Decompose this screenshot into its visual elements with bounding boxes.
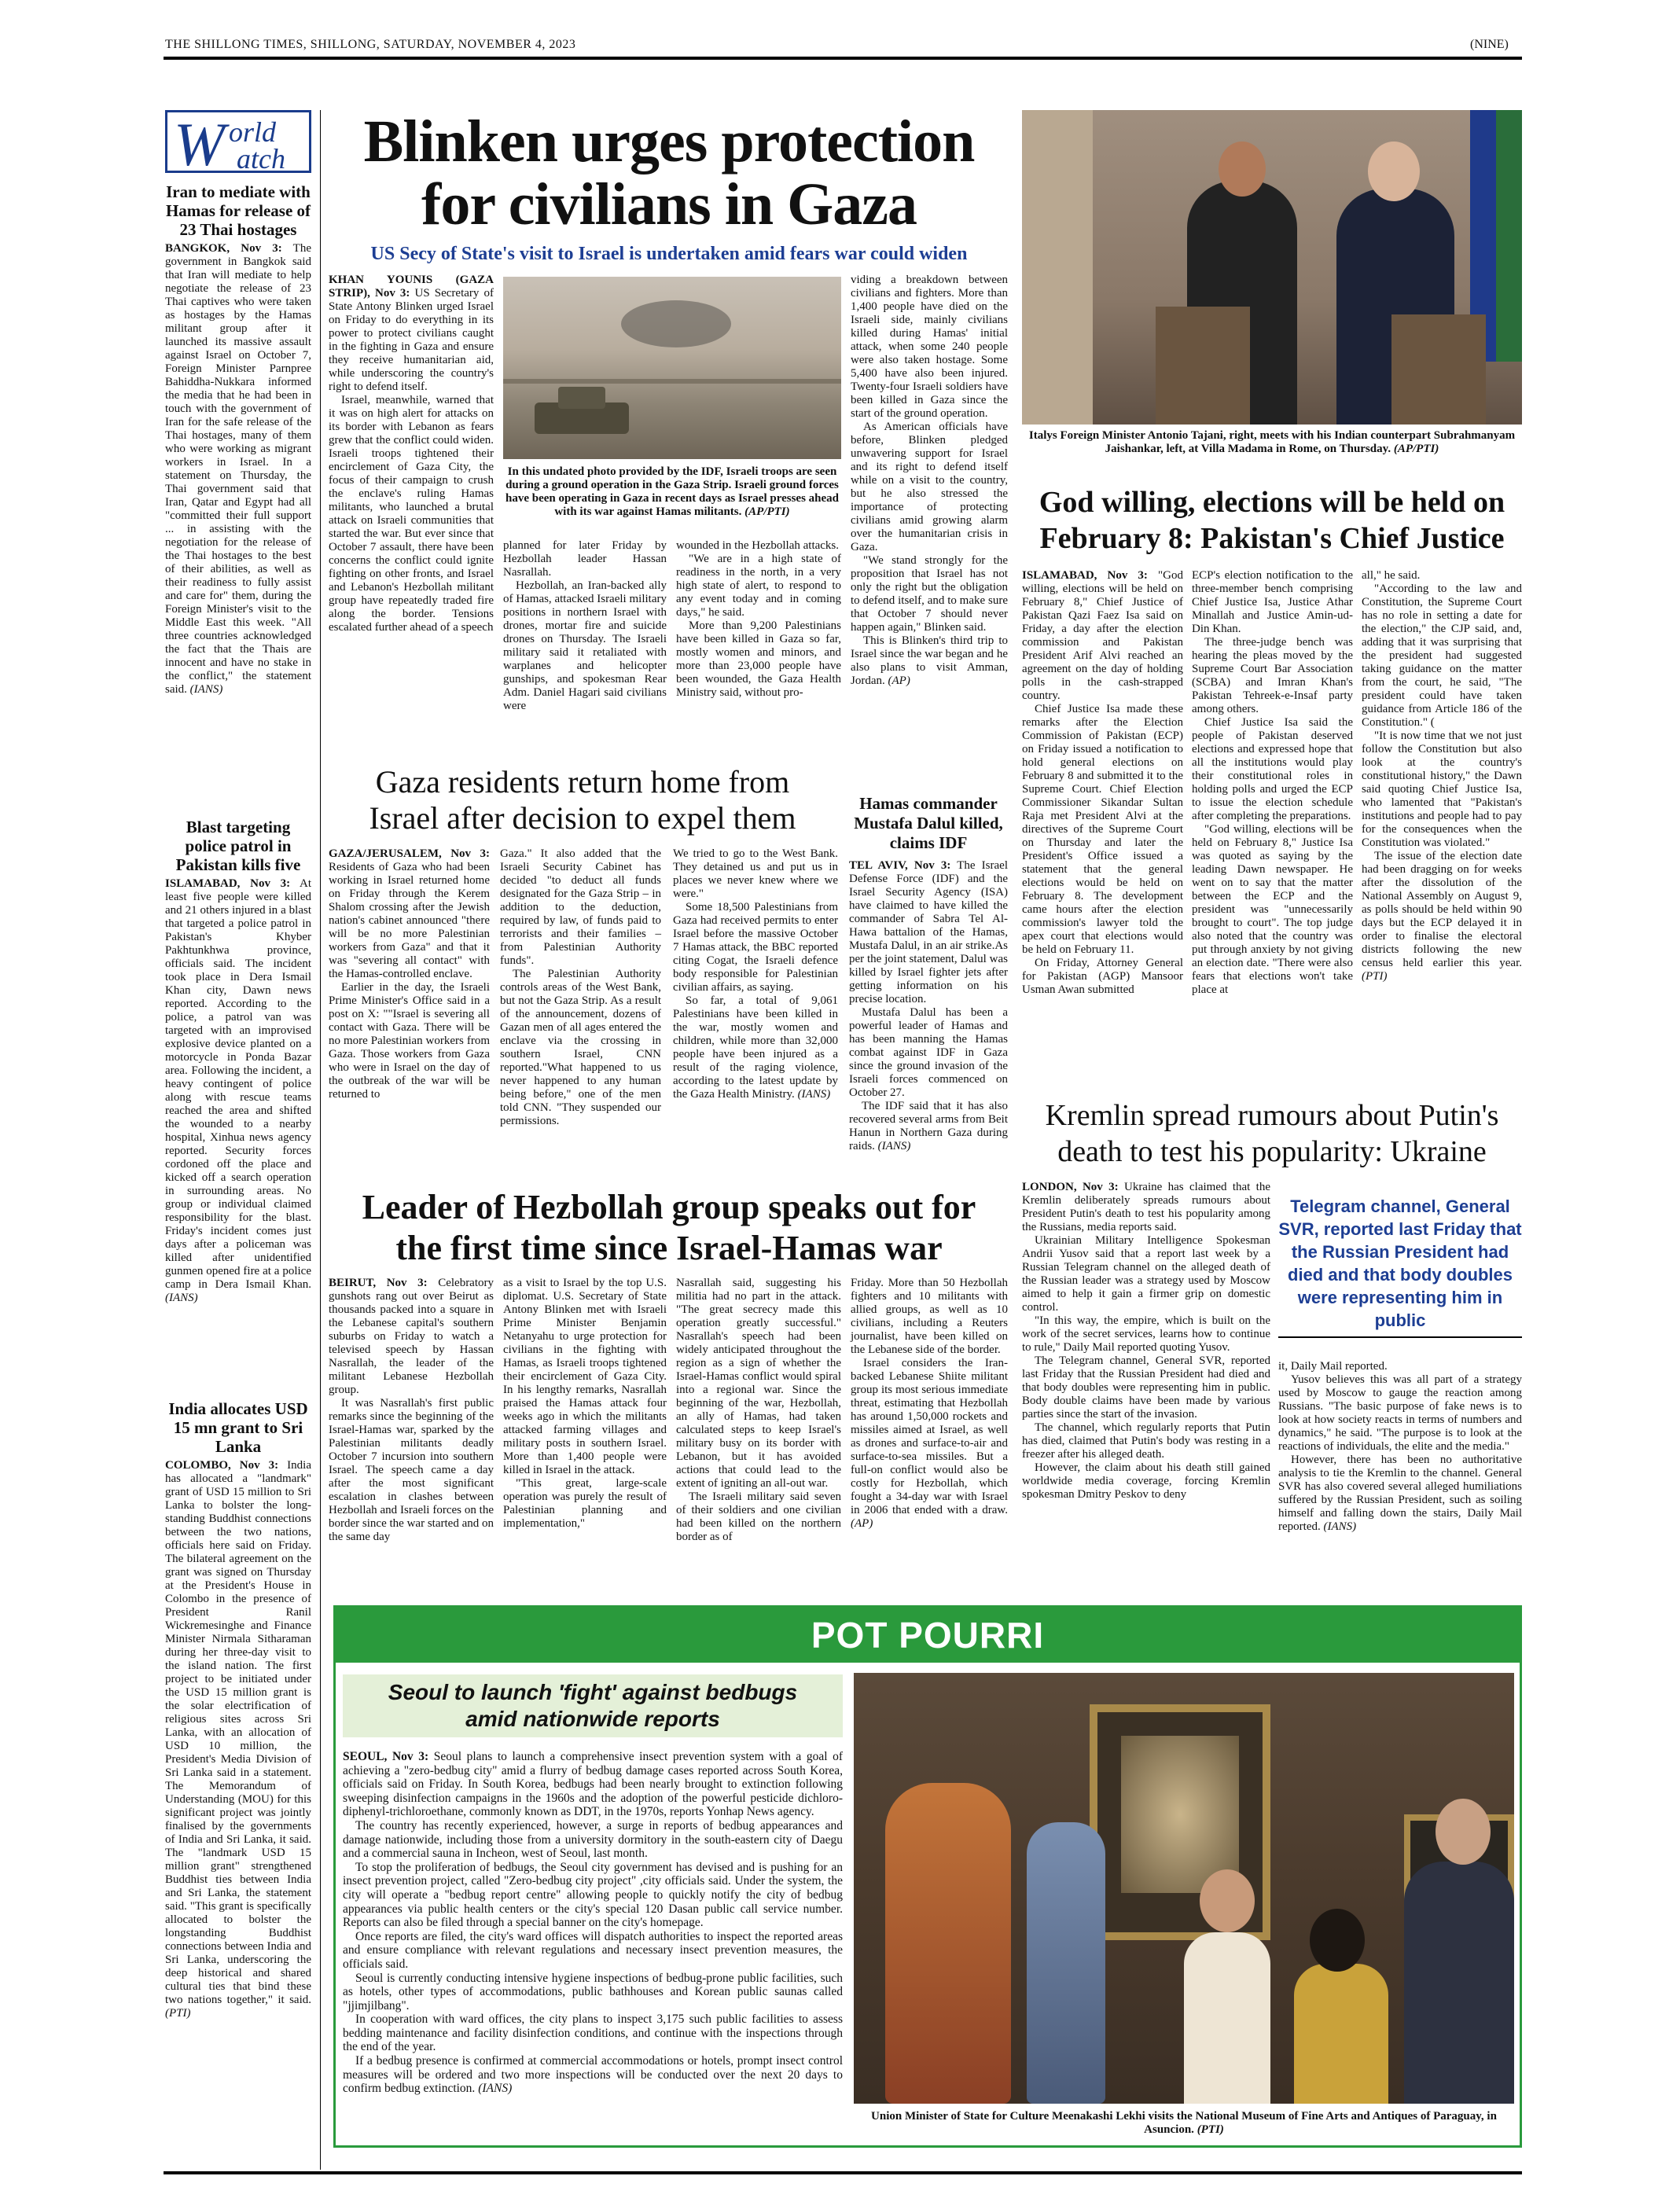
lekhi-museum-credit: (PTI)	[1197, 2123, 1224, 2136]
blinken-col4-p1: viding a breakdown between civilians and fighters. More than 1,400 people have died on the Israeli side, mainly civilians killed during Hamas' initial attack, when some 240 people were also taken hostage. Some 5,400 have also been injured. Twenty-four Israeli soldiers have been killed in Gaza since the start of the ground operation.	[851, 274, 1008, 420]
gaza-return-col1	[329, 847, 490, 1101]
ww-iran-dateline: BANGKOK, Nov 3:	[165, 242, 282, 255]
jaishankar-tajani-photo	[1022, 110, 1522, 425]
world-watch-logo-orld: orld	[229, 116, 277, 148]
pakistan-col2-p4: "God willing, elections will be held on February 8," Justice Isa was quoted as saying by the leading Dawn newspaper. He went on to say that the matter between the ECP and the president was "unnecessarily brought to court". The top judge also noted that the country was put through anxiety by not giving an election date. "There were also fears that elections won't take place at	[1192, 823, 1353, 996]
potpourri-banner-text: POT POURRI	[811, 1615, 1045, 1656]
pakistan-col2	[1192, 569, 1353, 997]
hamas-cmdr-story	[849, 794, 1008, 1153]
hamas-cmdr-dateline: TEL AVIV, Nov 3:	[849, 859, 951, 872]
hezbollah-col2	[503, 1277, 667, 1531]
kremlin-c2-p2: Yusov believes this was all part of a strategy used by Moscow to gauge the reaction among Russians. "The basic purpose of fake news is to look at how society reacts in terms of numbers and dynamics," he said. "The purpose is to look at the reactions of individuals, the elite and the media."	[1278, 1373, 1522, 1453]
blinken-subhead: US Secy of State's visit to Israel is undertaken amid fears war could widen	[370, 244, 968, 264]
world-watch-logo	[165, 110, 311, 178]
hezbollah-col4-p2: Israel considers the Iran-backed Lebanese Shiite militant group its most serious immediate threat, estimating that Hezbollah has around 1,50,000 rockets and missiles aimed at Israel, as well as drones and surface-to-air and surface-to-sea missiles. But a full-on conflict would also be costly for Hezbollah, which fought a 34-day war with Israel in 2006 that ended with a draw.	[851, 1357, 1008, 1516]
hezbollah-dateline: BEIRUT, Nov 3:	[329, 1277, 428, 1289]
potpourri-banner	[336, 1608, 1520, 1663]
pakistan-col1-p3: On Friday, Attorney General for Pakistan (AGP) Mansoor Usman Awan submitted	[1022, 957, 1183, 996]
hezbollah-credit: (AP)	[851, 1517, 873, 1530]
ww-iran-body: The government in Bangkok said that Iran will mediate to help negotiate the release of 23 Thai captives who were taken as hostages by the Hamas militant group after it launched its massive assault against Israel on October 7, Foreign Minister Parnpree Bahiddha-Nukkara informed the media that he had been in touch with the government of Iran for the safe release of the Thai hostages, many of them who were working as migrant workers in Israel. In a statement on Thursday, the Thai government said that Iran, Qatar and Egypt had all "committed their full support ... in assisting with the negotiation for the release of the Thai hostages to the best of their abilities, as well as their readiness to fully assist and care for" them, during the Foreign Minister's visit to the Middle East this week. "All three countries acknowledged the fact that the Thais are innocent and have no stake in the conflict," the statement said.	[165, 242, 311, 696]
ww-iran-credit: (IANS)	[189, 683, 223, 696]
kremlin-c2-p3: However, there has been no authoritative analysis to tie the Kremlin to the channel. General SVR has also covered several alleged humiliations suffered by the Russian President, such as soiling himself and falling down the stairs, Daily Mail reported.	[1278, 1454, 1522, 1533]
kremlin-col1	[1022, 1181, 1270, 1501]
bedbug-p6: In cooperation with ward offices, the city plans to inspect 3,175 such public facilities to assess bedding maintenance and facility disinfection conditions, and continue with the inspections through the end of the year.	[343, 2012, 843, 2054]
hezbollah-col2-p2: "This great, large-scale operation was purely the result of Palestinian planning and implementation,"	[503, 1477, 667, 1530]
ww-srilanka-dateline: COLOMBO, Nov 3:	[165, 1459, 279, 1472]
kremlin-dateline: LONDON, Nov 3:	[1022, 1181, 1119, 1193]
bedbug-body	[343, 1750, 843, 2096]
hamas-cmdr-head: Hamas commander Mustafa Dalul killed, claims IDF	[854, 794, 1003, 852]
bedbug-p5: Seoul is currently conducting intensive hygiene inspections of bedbug-prone public facilities, such as hotels, other types of accommodations, public bathhouses and Korean public saunas called "jjimjilbang".	[343, 1971, 843, 2012]
bedbug-p2: The country has recently experienced, however, a surge in reports of bedbug appearances and damage nationwide, including those from a university dormitory in the south-eastern city of Daegu and a commercial sauna in Incheon, west of Seoul, last month.	[343, 1818, 843, 1861]
blinken-col3-p1: wounded in the Hezbollah attacks.	[676, 539, 840, 552]
blinken-col4-p2: As American officials have before, Blinken pledged unwavering support for Israel and its right to defend itself while on a visit to the country, but he also stressed the importance of protecting civilians amid growing alarm over the humanitarian crisis in Gaza.	[851, 421, 1008, 553]
ww-srilanka-credit: (PTI)	[165, 2007, 191, 2020]
blinken-col3	[676, 539, 841, 700]
blinken-headline-line2: for civilians in Gaza	[421, 171, 917, 237]
bedbug-dateline: SEOUL, Nov 3:	[343, 1750, 429, 1763]
jaishankar-tajani-caption-text: Italys Foreign Minister Antonio Tajani, right, meets with his Indian counterpart Subrahmanyam Jaishankar, left, at Villa Madama in Rome, on Thursday.	[1028, 429, 1516, 455]
kremlin-credit: (IANS)	[1323, 1520, 1357, 1533]
hezbollah-col3-p1: Nasrallah said, suggesting his militia had no part in the attack. "The great secrecy made this operation greatly successful." Nasrallah's speech had been widely anticipated throughout the region as a sign of whether the Israel-Hamas conflict would spiral into a regional war. Since the beginning of the war, Hezbollah, an ally of Hamas, had taken calculated steps to keep Israel's military busy on its border with Lebanon, but it has avoided actions that could lead to the extent of igniting an all-out war.	[676, 1277, 841, 1490]
blinken-col3-p3: More than 9,200 Palestinians have been killed in Gaza so far, mostly women and minors, and more than 23,000 people have been wounded, the Gaza Health Ministry said, without pro-	[676, 619, 841, 699]
kremlin-headline-2: death to test his popularity: Ukraine	[1057, 1135, 1487, 1168]
gaza-return-col2	[500, 847, 661, 1128]
bedbug-p3: To stop the proliferation of bedbugs, the Seoul city government has devised and is pushing for an insect prevention project, called "Zero-bedbug city project" ,city officials said. Under the system, the city will operate a "bedbug report centre" allowing people to quickly notify the city of bedbug appearances via public health centers or the city's special 120 Dasan public call service number. Reports can also be filed through a special banner on the city's homepage.	[343, 1860, 843, 1930]
blinken-col3-p2: "We are in a high state of readiness in the north, in a very high state of alert, to respond to any event today and in coming days," he said.	[676, 553, 841, 619]
bedbug-p4: Once reports are filed, the city's ward offices will dispatch authorities to inspect the reported areas and ensure compliance with relevant regulations and necessary insect prevention measures, the officials said.	[343, 1929, 843, 1971]
pakistan-col3-p1: all," he said.	[1362, 569, 1421, 582]
gaza-tank-caption-credit: (AP/PTI)	[744, 505, 790, 518]
gaza-tank-photo	[503, 277, 841, 459]
ww-story-pakistan-blast	[165, 818, 311, 1305]
kremlin-p1: Ukraine has claimed that the Kremlin deliberately spreads rumours about President Putin's death to test his popularity among the Russians, media reports said.	[1022, 1181, 1270, 1233]
pakistan-col1-p2: Chief Justice Isa made these remarks after the Election Commission of Pakistan (ECP) on Friday issued a notification to hold general elections on February 8 and submitted it to the Supreme Court. Chief Election Commissioner Sikandar Sultan Raja met President Alvi at the directives of the Supreme Court on Thursday and later the President's Office issued a statement that the general elections would be held on February 8. The development came hours after the election commission's lawyer told the apex court that elections would be held on February 11.	[1022, 703, 1183, 956]
kremlin-p5: The channel, which regularly reports that Putin has died, claimed that Putin's body was resting in a freezer after his alleged death.	[1022, 1421, 1270, 1461]
jaishankar-tajani-caption	[1022, 429, 1522, 456]
pakistan-col1-p1: "God willing, elections will be held on February 8," Chief Justice of Pakistan Qazi Faez Isa said on Friday, a day after the election commission and Pakistan President Arif Alvi reached an agreement on the day of holding polls in the cash-strapped country.	[1022, 569, 1183, 702]
blinken-col4	[851, 274, 1008, 688]
pakistan-col3-p4: The issue of the election date had been dragging on for weeks after the dissolution of the National Assembly on August 9, as polls should be held within 90 days but the ECP delayed it in order to finalise the electoral districts following the new census held earlier this year.	[1362, 850, 1522, 969]
blinken-col1	[329, 274, 494, 634]
pakistan-dateline: ISLAMABAD, Nov 3:	[1022, 569, 1148, 582]
pakistan-headline	[1022, 484, 1522, 557]
hamas-cmdr-p3: The IDF said that it has also recovered several arms from Beit Hanun in Northern Gaza during raids.	[849, 1100, 1008, 1152]
pakistan-col3-p2: "According to the law and Constitution, the Supreme Court has no role in setting a date for the election," the CJP said, and, adding that it was surprising that the president had suggested taking guidance on the matter from the court, he said, "The president could have taken guidance from Article 186 of the Constitution." (	[1362, 583, 1522, 729]
hezbollah-col1-p1: Celebratory gunshots rang out over Beirut as thousands packed into a square in the Lebanese capital's southern suburbs on Friday to watch a televised speech by Hassan Nasrallah, the leader of the militant Lebanese Hezbollah group.	[329, 1277, 494, 1396]
gaza-return-col3-p3: So far, a total of 9,061 Palestinians have been killed in the war, mostly women and children, while more than 32,000 people have been injured as a result of the raging violence, according to the latest update by the Gaza Health Ministry.	[673, 994, 838, 1101]
pakistan-headline-2: February 8: Pakistan's Chief Justice	[1039, 522, 1505, 555]
ww-srilanka-head: India allocates USD 15 mn grant to Sri Lanka	[168, 1399, 308, 1456]
pakistan-headline-1: God willing, elections will be held on	[1039, 486, 1505, 519]
hezbollah-col2-p1: as a visit to Israel by the top U.S. diplomat. U.S. Secretary of State Antony Blinken met with Israeli Prime Minister Benjamin Netanyahu to urge protection for civilians in the fighting with Hamas, as Israeli troops tightened their encirclement of Gaza City. In his lengthy remarks, Nasrallah praised the Hamas attack four weeks ago in which the militants attacked farming villages and military posts in southern Israel. More than 1,400 people were killed in Israel in the attack.	[503, 1277, 667, 1476]
ww-srilanka-body: India has allocated a "landmark" grant of USD 15 million to Sri Lanka to bolster the long-standing Buddhist connections between the two nations, officials here said on Friday. The bilateral agreement on the grant was signed on Thursday at the President's House in Colombo in the presence of President Ranil Wickremesinghe and Finance Minister Nirmala Sitharaman during her three-day visit to the island nation. The first project to be initiated under the USD 15 million grant is the solar electrification of religious sites across Sri Lanka, with an allocation of USD 10 million, the President's Media Division of Sri Lanka said in a statement. The Memorandum of Understanding (MOU) for this significant project was jointly finalised by the governments of India and Sri Lanka, it said. The "landmark USD 15 million grant" strengthened Buddhist ties between India and Sri Lanka, the statement said. "This grant is specifically allocated to bolster the longstanding Buddhist connections between India and Sri Lanka, underscoring the deep historical and shared cultural ties that bind these two nations together," it said.	[165, 1459, 311, 2006]
blinken-col2-p1: planned for later Friday by Hezbollah leader Hassan Nasrallah.	[503, 539, 667, 579]
hezbollah-col3-p2: The Israeli military said seven of their soldiers and one civilian had been killed on the northern border as of	[676, 1490, 841, 1543]
ww-blast-dateline: ISLAMABAD, Nov 3:	[165, 877, 291, 890]
gaza-return-col3-p2: Some 18,500 Palestinians from Gaza had received permits to enter Israel before the massive October 7 Hamas attack, the BBC reported citing Cogat, the Israeli defence body responsible for Palestinian civilian affairs, as saying.	[673, 901, 838, 994]
hezbollah-col3	[676, 1277, 841, 1544]
bedbug-p7: If a bedbug presence is confirmed at commercial accommodations or hotels, prompt insect control measures will be ordered and two more inspections will be conducted over the next 20 days to confirm bedbug extinction.	[343, 2054, 843, 2096]
gaza-return-col1-p2: Earlier in the day, the Israeli Prime Minister's Office said in a post on X: ""Israel is severing all contact with Gaza. There will be no more Palestinian workers from Gaza. Those workers from Gaza who were in Israel on the day of the outbreak of the war will be returned to	[329, 981, 490, 1101]
blinken-headline	[327, 110, 1011, 236]
lekhi-museum-caption-text: Union Minister of State for Culture Meenakashi Lekhi visits the National Museum of Fine Arts and Antiques of Paraguay, in Asuncion.	[871, 2110, 1497, 2136]
hezbollah-headline	[327, 1187, 1011, 1269]
lekhi-museum-caption	[854, 2110, 1514, 2137]
masthead-right: (NINE)	[1470, 38, 1509, 51]
blinken-col2-p2: Hezbollah, an Iran-backed ally of Hamas, attacked Israeli military positions in northern Israel with drones, mortar fire and suicide drones on Thursday. The Israeli military said it retaliated with warplanes and helicopter gunships, and spokesman Rear Adm. Daniel Hagari said civilians were	[503, 579, 667, 712]
hezbollah-headline-2: the first time since Israel-Hamas war	[395, 1229, 943, 1267]
gaza-return-col2-p2: The Palestinian Authority controls areas of the West Bank, but not the Gaza Strip. As a result of the announcement, dozens of Gazan men of all ages entered the enclave via the crossing in southern Israel, CNN reported."What happened to us never happened to any human being before," one of the men told CNN. "They suspended our permissions.	[500, 968, 661, 1127]
footer-rule	[164, 2171, 1522, 2174]
ww-story-srilanka	[165, 1399, 311, 2020]
hezbollah-col1	[329, 1277, 494, 1544]
bedbug-headline-2: amid nationwide reports	[465, 1707, 720, 1731]
gaza-return-headline-2: Israel after decision to expel them	[369, 800, 796, 836]
ww-blast-credit: (IANS)	[165, 1292, 198, 1304]
pakistan-col1	[1022, 569, 1183, 997]
world-watch-logo-atch: atch	[237, 143, 285, 175]
kremlin-p4: The Telegram channel, General SVR, reported last Friday that the Russian President had died and that body doubles were representing him in public. Body double claims have been made by various parties since the start of the invasion.	[1022, 1354, 1270, 1421]
hamas-cmdr-credit: (IANS)	[877, 1140, 911, 1152]
pakistan-credit: (PTI)	[1362, 970, 1388, 983]
kremlin-c2-p1: it, Daily Mail reported.	[1278, 1360, 1388, 1373]
kremlin-pullquote: Telegram channel, General SVR, reported last Friday that the Russian President had died and that body doubles were representing him in public	[1278, 1190, 1522, 1338]
hamas-cmdr-p1: The Israel Defense Force (IDF) and the Israel Security Agency (ISA) have claimed to have killed the commander of Sabra Tel Al-Hawa battalion of the Hamas, Mustafa Dalul, in an air strike.As per the joint statement, Dalul was killed by Israel fighter jets after getting information on his precise location.	[849, 859, 1008, 1005]
kremlin-p6: However, the claim about his death still gained worldwide media coverage, forcing Kremlin spokesman Dmitry Peskov to deny	[1022, 1461, 1270, 1501]
pakistan-col3	[1362, 569, 1522, 983]
lekhi-museum-photo	[854, 1673, 1514, 2104]
kremlin-p2: Ukrainian Military Intelligence Spokesman Andrii Yusov said that a report last week by a Russian Telegram channel on the alleged death of the Russian leader was a strategy used by Moscow aimed to help it gain a firmer grip on domestic control.	[1022, 1234, 1270, 1314]
blinken-col2	[503, 539, 667, 713]
kremlin-headline	[1022, 1097, 1522, 1170]
jaishankar-tajani-credit: (AP/PTI)	[1393, 443, 1439, 455]
gaza-return-dateline: GAZA/JERUSALEM, Nov 3:	[329, 847, 490, 860]
hamas-cmdr-p2: Mustafa Dalul has been a powerful leader of Hamas and has been manning the Hamas combat against IDF in Gaza since the ground invasion of the Israeli forces commenced on October 27.	[849, 1006, 1008, 1099]
gaza-return-headline	[327, 764, 838, 836]
bedbug-headline-1: Seoul to launch 'fight' against bedbugs	[388, 1680, 798, 1704]
hezbollah-col4-p1: Friday. More than 50 Hezbollah fighters and 10 militants with allied groups, as well as 10 civilians, including a Reuters journalist, have been killed on the Lebanese side of the border.	[851, 1277, 1008, 1356]
bedbug-p1: Seoul plans to launch a comprehensive insect prevention system with a goal of achieving a "zero-bedbug city" amid a flurry of bedbug damage cases reported across South Korea, officials said on Friday. In South Korea, bedbugs had been nearly brought to extinction following sweeping disinfection campaigns in the 1960s and the adoption of the powerful pesticide dichloro-diphenyl-trichloroethane, commonly known as DDT, in the 1970s, reports Yonhap News agency.	[343, 1750, 843, 1819]
blinken-credit: (AP)	[888, 674, 910, 687]
ww-iran-head: Iran to mediate with Hamas for release of 23 Thai hostages	[165, 182, 311, 239]
gaza-return-credit: (IANS)	[797, 1088, 831, 1101]
gaza-return-col3-p1: We tried to go to the West Bank. They detained us and put us in places we never knew where we were."	[673, 847, 838, 900]
hezbollah-col4	[851, 1277, 1008, 1531]
bedbug-headline	[343, 1674, 843, 1737]
blinken-col1-p1: US Secretary of State Antony Blinken urged Israel on Friday to do everything in its power to protect civilians caught in the fighting in Gaza and ensure they receive humanitarian aid, while underscoring the country's right to defend itself.	[329, 287, 494, 393]
gaza-return-col3	[673, 847, 838, 1101]
gaza-tank-caption	[503, 465, 841, 519]
masthead-rule	[164, 57, 1522, 60]
pakistan-col2-p3: Chief Justice Isa said the people of Pakistan deserved elections and expressed hope that all the institutions would play their constitutional roles in holding polls and urged the ECP to issue the election schedule after completing the preparations.	[1192, 716, 1353, 822]
bedbug-credit: (IANS)	[478, 2082, 513, 2096]
blinken-col1-p2: Israel, meanwhile, warned that it was on high alert for attacks on its border with Lebanon as fears grew that the conflict could widen. Israeli troops tightened their encirclement of Gaza City, the focus of their campaign to crush the enclave's ruling Hamas militants, who launched a brutal attack on Israeli communities that started the war. But ever since that October 7 assault, there have been concerns the conflict could ignite fighting on other fronts, and Israel and Lebanon's Hezbollah militant group have repeatedly traded fire along the border. Tensions escalated further ahead of a speech	[329, 394, 494, 634]
blinken-col4-p4: This is Blinken's third trip to Israel since the war began and he also plans to visit Amman, Jordan.	[851, 634, 1008, 687]
kremlin-headline-1: Kremlin spread rumours about Putin's	[1045, 1099, 1499, 1132]
blinken-col4-p3: "We stand strongly for the proposition that Israel has not only the right but the obligation to defend itself, and to make sure that October 7 should never happen again," Blinken said.	[851, 554, 1008, 634]
pakistan-col3-p3: "It is now time that we not just follow the Constitution but also look at the country's constitutional history," the Dawn said quoting Chief Justice Isa, who lamented that "Pakistan's institutions and people had to pay for the consequences when the Constitution was violated."	[1362, 730, 1522, 849]
ww-story-iran	[165, 182, 311, 697]
blinken-headline-line1: Blinken urges protection	[363, 108, 975, 175]
kremlin-p3: "In this way, the empire, which is built on the work of the secret services, learns how to continue to rule," Daily Mail reported quoting Yusov.	[1022, 1314, 1270, 1354]
kremlin-col2	[1278, 1360, 1522, 1534]
hezbollah-headline-1: Leader of Hezbollah group speaks out for	[362, 1188, 976, 1226]
gaza-return-headline-1: Gaza residents return home from	[375, 764, 790, 799]
ww-blast-body: At least five people were killed and 21 others injured in a blast that targeted a police patrol in Pakistan's Khyber Pakhtunkhwa province, officials said. The incident took place in Dera Ismail Khan city, Dawn news reported. According to the police, a patrol van was targeted with an improvised explosive device planted on a motorcycle in Ponda Bazar area. Following the incident, a heavy contingent of police along with rescue teams reached the area and shifted the wounded to a nearby hospital, Xinhua news agency reported. Security forces cordoned off the place and kicked off a search operation in surrounding areas. No group or individual claimed responsibility for the blast. Friday's incident comes just days after a policeman was killed after unidentified gunmen opened fire at a police camp in Dera Ismail Khan.	[165, 877, 311, 1291]
hezbollah-col1-p2: It was Nasrallah's first public remarks since the beginning of the Israel-Hamas war, sparked by the Palestinian militants deadly October 7 incursion into southern Israel. The speech came a day after the most significant escalation in clashes between Hezbollah and Israeli forces on the border since the war started and on the same day	[329, 1397, 494, 1543]
blinken-dateline: KHAN YOUNIS (GAZA STRIP), Nov 3:	[329, 274, 494, 300]
ww-blast-head: Blast targeting police patrol in Pakistan kills five	[175, 818, 301, 874]
pakistan-col2-p2: The three-judge bench was hearing the pleas moved by the Supreme Court Bar Association (SCBA) and Imran Khan's Pakistan Tehreek-e-Insaf party among others.	[1192, 636, 1353, 715]
gaza-return-col2-p1: Gaza." It also added that the Israeli Security Cabinet has decided "to deduct all funds designated for the Gaza Strip – in addition to the deduction, required by law, of funds paid to terrorists and their families – from Palestinian Authority funds".	[500, 847, 661, 967]
masthead-left: THE SHILLONG TIMES, SHILLONG, SATURDAY, NOVEMBER 4, 2023	[165, 38, 576, 51]
gaza-return-col1-p1: Residents of Gaza who had been working in Israel returned home on Friday through the Kerem Shalom crossing after the Jewish nation's cabinet announced "there will be no more Palestinian workers from Gaza" and that it was "severing all contact" with the Hamas-controlled enclave.	[329, 861, 490, 980]
pakistan-col2-p1: ECP's election notification to the three-member bench comprising Chief Justice Isa, Justice Athar Minallah and Justice Amin-ud-Din Khan.	[1192, 569, 1353, 635]
world-watch-logo-w: W	[174, 110, 225, 178]
gaza-tank-caption-text: In this undated photo provided by the IDF, Israeli troops are seen during a ground operation in the Gaza Strip. Israeli ground forces have been operating in Gaza in recent days as Israel presses ahead with its war against Hamas militants.	[505, 465, 840, 518]
